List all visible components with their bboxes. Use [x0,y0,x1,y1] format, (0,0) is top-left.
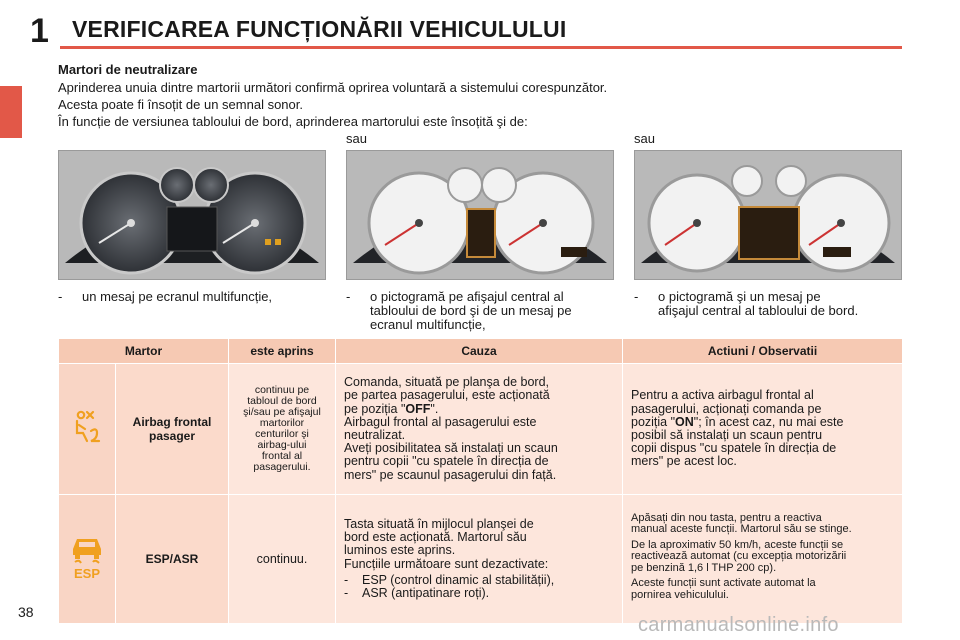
row2-cauza-line: Tasta situată în mijlocul planşei de [344,516,534,531]
row2-actiuni-line: pornirea vehiculului. [631,588,729,601]
row1-cauza-line: pentru copii "cu spatele în direcția de [344,454,549,469]
row2-actiuni-line: pe benzină 1,6 l THP 200 cp). [631,561,777,574]
row1-name-line-1: Airbag frontal [132,415,212,429]
list-dash: - [344,572,349,587]
row2-actiuni-line: manual aceste funcții. Martorul său se stinge. [631,523,852,536]
row1-actiuni-pre: poziția " [631,414,676,429]
row2-cauza-line: Funcțiile următoare sunt dezactivate: [344,556,549,571]
row1-actiuni-line: copii dispus "cu spatele în direcția de [631,441,837,456]
esp-icon-label: ESP [73,565,101,581]
row1-cauza-post: ". [430,401,439,416]
caption-2-line-2: tabloului de bord şi de un mesaj pe [370,303,572,318]
row1-aprins-line: tabloul de bord [247,395,317,407]
header-martor: Martor [59,339,228,363]
row1-cauza-line: pe partea pasagerului, este acționată [344,388,550,403]
airbag-passenger-off-icon [69,409,105,445]
row1-actiuni-on: ON [675,414,694,429]
row2-aprins: continuu. [229,495,335,623]
caption-3-dash: - [634,289,639,304]
row1-actiuni-line: Pentru a activa airbagul frontal al [631,388,814,403]
row1-cauza-line: neutralizat. [344,428,406,442]
row2-actiuni-line: Aceste funcții sunt activate automat la [631,577,816,590]
intro-line-2: Acesta poate fi însoțit de un semnal sonor. [58,97,303,112]
row2-name: ESP/ASR [116,495,228,623]
watermark: carmanualsonline.info [638,614,839,636]
row1-aprins-line: frontal al [261,450,303,462]
row1-aprins-line: airbag-ului [257,439,307,451]
list-item-text: ESP (control dinamic al stabilității), [362,572,555,587]
row1-cauza-line: Aveți posibilitatea să instalați un scaun [344,441,558,456]
instrument-cluster-image-2 [346,150,614,280]
row1-actiuni-line: posibil să instalați un scaun pentru [631,428,823,442]
header-cauza: Cauza [336,339,622,363]
chapter-side-tab [0,86,22,138]
separator-sau-2: sau [634,131,655,146]
row2-actiuni-line: Apăsați din nou tasta, pentru a reactiva [631,511,822,524]
caption-2-line-3: ecranul multifuncție, [370,317,486,332]
page-title: VERIFICAREA FUNCȚIONĂRII VEHICULULUI [72,16,567,42]
warning-lights-table [58,338,903,624]
row2-actiuni-line: De la aproximativ 50 km/h, aceste funcții se [631,538,844,551]
section-heading: Martori de neutralizare [58,62,198,77]
table-row [59,495,902,623]
list-item [344,574,616,587]
caption-2-dash: - [346,289,351,304]
row1-actiuni-line: mers" pe acest loc. [631,454,737,469]
row1-cauza-line: Comanda, situată pe planşa de bord, [344,375,549,390]
header-actiuni: Actiuni / Observatii [623,339,902,363]
row1-cauza-pre: pe poziția " [344,401,406,416]
row1-name-line-2: pasager [148,429,196,443]
caption-3-line-2: afişajul central al tabloului de bord. [658,303,859,318]
row1-cauza-line: mers" pe scaunul pasagerului din față. [344,467,557,482]
intro-line-1: Aprinderea unuia dintre martorii următori confirmă oprirea voluntară a sistemului corespunzător. [58,80,608,95]
caption-1-text: un mesaj pe ecranul multifuncție, [82,289,273,304]
list-item [344,587,616,600]
caption-2-line-1: o pictogramă pe afişajul central al [370,289,564,304]
header-este-aprins: este aprins [229,339,335,363]
row1-aprins-line: şi/sau pe afişajul [243,406,321,418]
row1-aprins-line: continuu pe [254,384,310,396]
row1-cauza-line: Airbagul frontal al pasagerului este [344,414,537,429]
chapter-number: 1 [30,12,49,50]
row2-actiuni-p1 [631,513,894,536]
table-header-row [59,339,902,363]
instrument-cluster-image-3 [634,150,902,280]
row1-actiuni-post: "; în acest caz, nu mai este [693,414,844,429]
list-item-text: ASR (antipatinare roți). [362,585,490,600]
row2-actiuni-line: reactivează automat (cu excepția motorizării [631,550,847,563]
row2-cauza-line: bord este acționată. Martorul său [344,530,527,545]
list-dash: - [344,585,349,600]
separator-sau-1: sau [346,131,367,146]
row2-actiuni-p3 [631,578,894,601]
table-row [59,364,902,494]
row1-cauza-off: OFF [405,401,431,416]
title-underline [60,46,902,49]
caption-3-line-1: o pictogramă şi un mesaj pe [658,289,821,304]
instrument-cluster-image-1 [58,150,326,280]
row1-actiuni-line: pasagerului, acționați comanda pe [631,401,822,416]
page-number: 38 [18,604,34,620]
esp-off-icon [67,533,107,581]
intro-line-3: În funcție de versiunea tabloului de bord, aprinderea martorului este însoțită şi de: [58,114,528,129]
caption-1-dash: - [58,289,63,304]
row1-aprins-line: pasagerului. [253,461,311,473]
row2-actiuni-p2 [631,540,894,575]
row2-cauza-line: luminos este aprins. [344,543,456,558]
row1-aprins-line: centurilor şi [255,428,309,440]
row1-aprins-line: martorilor [259,417,305,429]
